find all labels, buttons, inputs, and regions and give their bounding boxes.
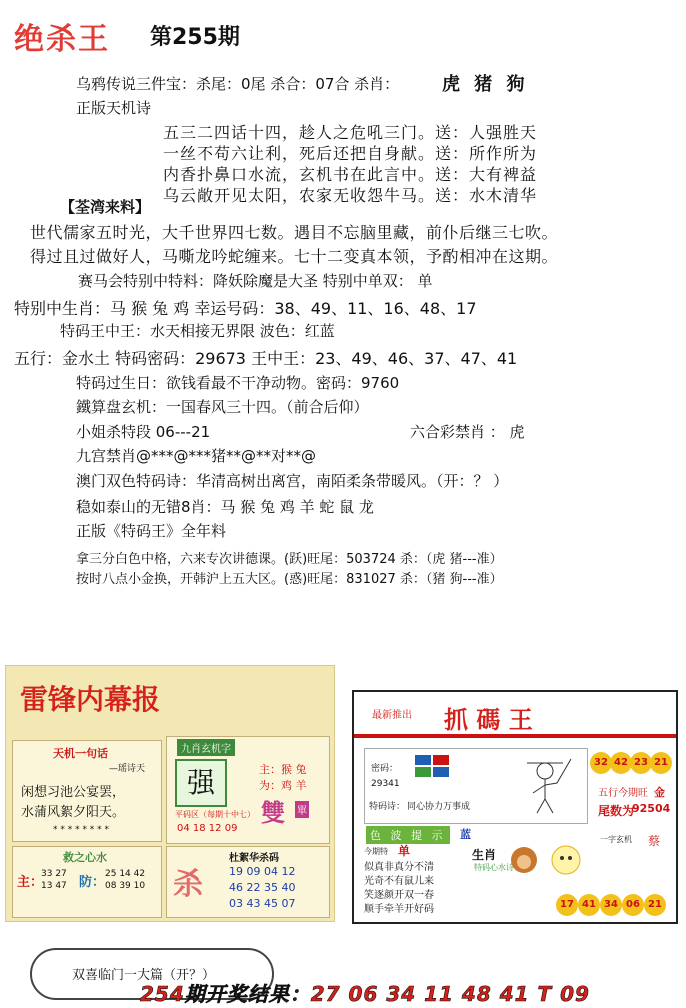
issue-number: 第255期 [150,25,240,50]
fortune-label: 一字玄机 [600,835,632,844]
poem-label: 特码诗： [369,802,406,812]
line-elements: 五行：金水土 特码密码：29673 王中王：23、49、46、37、47、41 [14,349,518,368]
right-poem-1: 似真非真分不清 [364,862,434,873]
line-eight-zodiac: 稳如泰山的无错8肖：马 猴 兔 鸡 羊 蛇 鼠 龙 [76,498,374,516]
line-annual: 正版《特码王》全年料 [76,522,227,540]
poem-line-4: 乌云敞开见太阳，农家无收怨牛马。送：水木清华 [163,186,538,205]
today-value: 单 [398,844,411,858]
panel-right-title: 抓 碼 王 [444,705,533,734]
dog-nums-1: 19 09 04 12 [229,865,296,878]
quote-line-1: 闲想习池公宴罢， [21,785,126,800]
line-tail-1: 拿三分白色中格，六来专次讲德课。(跃)旺尾：503724 杀：（虎 猪---准） [76,552,503,567]
today-label: 今期特 [364,847,388,856]
kill-zodiac: 虎 猪 狗 [442,74,529,95]
poem-line-1: 五三二四话十四，趁人之危吼三门。送：人强胜天 [163,123,538,142]
flat-numbers: 04 18 12 09 [177,823,238,834]
poem-line-2: 一丝不苟六让利，死后还把自身献。送：所作所为 [163,144,538,163]
wx-value: 金 [654,786,665,799]
quote-author: —瑶诗天 [109,764,146,774]
poem-value: 同心协力万事成 [407,802,471,812]
dog-title: 杜絮华杀码 [229,853,279,864]
tail-value: 92504 [632,802,671,815]
flat-label: 平码区（每期十中七） [175,810,255,819]
right-poem-3: 笑逐颜开双一春 [364,890,434,901]
zodiac-label: 生肖 [472,848,497,862]
tag-value: 蓝 [460,828,471,841]
panel-title: 雷锋内幕报 [20,683,161,716]
double-char: 雙 [261,798,285,827]
line-kill-summary: 乌鸦传说三件宝：杀尾：0尾 杀合：07合 杀肖： [76,75,400,93]
line-zodiac-lucky: 特别中生肖：马 猴 兔 鸡 幸运号码：38、49、11、16、48、17 [14,299,477,318]
code-label: 密码： [371,764,399,774]
zodiac-line-b: 为：鸡 羊 [259,779,307,792]
line-tail-2: 按时八点小金换，开韩沪上五大区。(惑)旺尾：831027 杀：（猪 狗---准） [76,572,503,587]
fortune-value: 蔡 [648,834,661,848]
dog-nums-3: 03 43 45 07 [229,897,296,910]
paragraph-2: 得过且过做好人，马嘶龙吟蛇缠来。七十二变真本领，予酌相冲在这期。 [30,247,559,266]
kill-character: 杀 [173,867,203,902]
code-box [364,748,588,824]
main-label: 主： [17,875,44,890]
quote-title: 天机一句话 [53,747,108,760]
dog-box [166,846,330,918]
draw-result: 254期开奖结果：27 06 34 11 48 41 T 09 [140,982,590,1006]
panel-leifeng [5,665,335,922]
line-banned-zodiac: 六合彩禁肖 ： 虎 [410,423,525,441]
section-header: 【荃湾来料】 [60,198,151,216]
ball-top-2: 42 [610,752,632,774]
new-label: 最新推出 [372,710,412,721]
monkey-cartoon-icon [502,836,592,886]
ball-bottom-2: 41 [578,894,600,916]
quote-dots: * * * * * * * * [53,825,110,835]
guard-label: 防： [79,875,106,890]
paragraph-1: 世代儒家五时光，大千世界四七数。遇目不忘脑里藏，前仆后继三七吹。 [30,223,559,242]
panel-zhuama [352,690,678,924]
wx-label: 五行今期旺 [598,788,648,799]
heart-box [12,846,162,918]
fisherman-icon [515,753,575,819]
line-macau-poem: 澳门双色特码诗：华清高树出离宫，南陌柔条带暖风。（开：？ ） [76,472,509,490]
cloud-text: 双喜临门一大篇（开？） [72,968,216,983]
ball-top-3: 23 [630,752,652,774]
dog-nums-2: 46 22 35 40 [229,881,296,894]
ball-top-4: 21 [650,752,672,774]
logo-icon [415,755,449,777]
heart-title: 救之心水 [63,851,107,864]
quote-box [12,740,162,842]
ball-bottom-5: 21 [644,894,666,916]
divider [354,734,676,738]
right-poem-2: 光奇不有鼠儿来 [364,876,434,887]
line-birthday: 特码过生日：欲钱看最不干净动物。密码：9760 [76,374,400,392]
ninezodiac-badge: 九肖玄机字 [177,739,235,756]
code-value: 29341 [371,779,400,789]
line-abacus: 鐵算盘玄机：一国春风三十四。（前合后仰） [76,398,369,416]
guard-nums-1: 25 14 42 [105,869,146,879]
big-character: 强 [175,759,227,807]
brand-title: 绝杀王 [14,22,110,57]
main-nums-2: 13 47 [41,881,67,891]
zodiac-line-a: 主：猴 兔 [259,763,307,776]
line-special: 赛马会特别中特料：降妖除魔是大圣 特别中单双： 单 [78,272,433,290]
side-label: 特码心水诗 [474,863,514,872]
ball-bottom-4: 06 [622,894,644,916]
poem-line-3: 内香扑鼻口水流，玄机书在此言中。送：大有裨益 [163,165,538,184]
tag-badges: 色 波 提 示 [366,826,450,844]
guard-nums-2: 08 39 10 [105,881,146,891]
quote-line-2: 水蒲风絮夕阳天。 [21,805,126,820]
ball-top-1: 32 [590,752,612,774]
right-poem-4: 顺手牵羊开好码 [364,904,434,915]
ninezodiac-box [166,736,330,844]
ball-bottom-1: 17 [556,894,578,916]
line-ninegrid: 九宫禁肖@***@***猪**@**对**@ [76,447,317,465]
single-char: 單 [295,801,309,818]
main-nums-1: 33 27 [41,869,67,879]
heading-poem: 正版天机诗 [76,99,152,117]
line-king: 特码王中王：水天相接无界限 波色：红蓝 [60,322,335,340]
line-kill-section: 小姐杀特段 06---21 [76,423,211,441]
ball-bottom-3: 34 [600,894,622,916]
tail-label: 尾数为 [598,804,635,818]
